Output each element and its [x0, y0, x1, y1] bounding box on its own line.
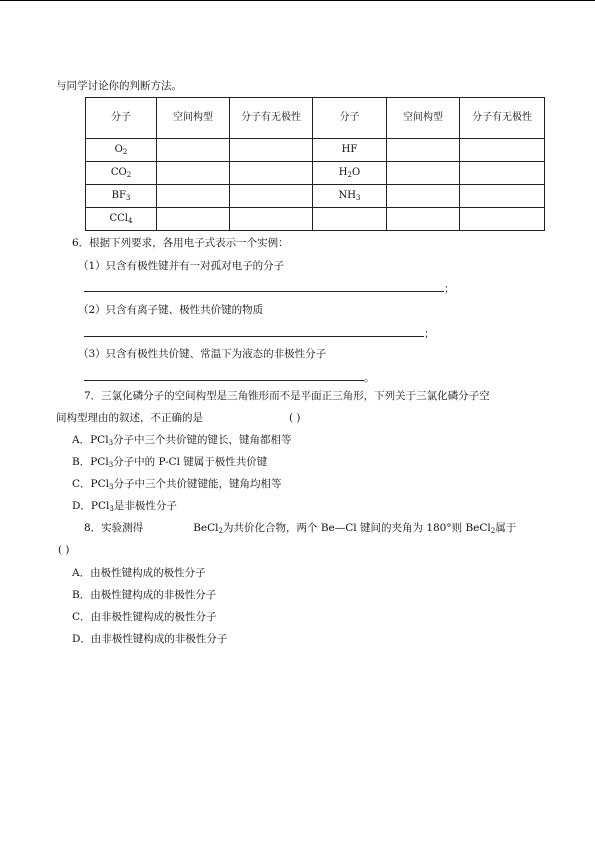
- molecule-cell: [313, 208, 387, 231]
- header-rule: [0, 0, 595, 1]
- molecule-cell: CCl$_4$: [86, 208, 157, 231]
- empty-cell: [230, 208, 313, 231]
- header-cell: 空间构型: [157, 98, 230, 139]
- answer-blank[interactable]: [84, 280, 444, 292]
- q7-option-d: D．PCl$_3$是非极性分子: [72, 500, 177, 513]
- empty-cell: [387, 185, 460, 208]
- q8-option-d: D．由非极性键构成的非极性分子: [72, 633, 228, 645]
- q8-stem-line-1: 8．实验测得 BeCl$_2$为共价化合物，两个 Be—Cl 键间的夹角为 180°则 BeCl$_2$属于: [84, 522, 517, 535]
- header-cell: 分子: [86, 98, 157, 139]
- empty-cell: [230, 162, 313, 185]
- molecule-cell: $H_2O$: [313, 162, 387, 185]
- molecule-cell: $BF_3$: [86, 185, 157, 208]
- table-row: [86, 208, 545, 231]
- empty-cell: [460, 139, 545, 162]
- table-row: [86, 185, 545, 208]
- q6-item-2: （2）只含有离子键、极性共价键的物质: [78, 304, 264, 316]
- molecule-cell: HF: [313, 139, 387, 162]
- empty-cell: [157, 162, 230, 185]
- empty-cell: [230, 185, 313, 208]
- q6-answer-3[interactable]: 。: [84, 369, 375, 385]
- empty-cell: [387, 162, 460, 185]
- empty-cell: [230, 139, 313, 162]
- q7-option-c: C．PCl$_3$分子中三个共价键键能，键角均相等: [72, 478, 282, 491]
- empty-cell: [460, 208, 545, 231]
- empty-cell: [157, 185, 230, 208]
- q6-item-1: （1）只含有极性键并有一对孤对电子的分子: [78, 260, 285, 272]
- empty-cell: [157, 208, 230, 231]
- table-row: [86, 139, 545, 162]
- q7-option-a: A．PCl$_3$分子中三个共价键的键长，键角都相等: [72, 434, 292, 447]
- molecule-cell: $O_2$: [86, 139, 157, 162]
- q8-answer-paren[interactable]: ( ): [58, 544, 70, 556]
- q6-answer-2[interactable]: ；: [84, 325, 435, 341]
- table-row: [86, 162, 545, 185]
- header-cell: 分子有无极性: [230, 98, 313, 139]
- q6-item-3: （3）只含有极性共价键、常温下为液态的非极性分子: [78, 348, 327, 360]
- q7-option-b: B．PCl$_3$分子中的 P-Cl 键属于极性共价键: [72, 456, 268, 469]
- empty-cell: [387, 208, 460, 231]
- q8-option-a: A．由极性键构成的极性分子: [72, 567, 206, 579]
- empty-cell: [460, 162, 545, 185]
- header-cell: 分子: [313, 98, 387, 139]
- molecule-table: [85, 97, 545, 231]
- q6-answer-1[interactable]: ；: [84, 280, 455, 296]
- header-cell: 分子有无极性: [460, 98, 545, 139]
- table-header-row: [86, 98, 545, 139]
- q8-option-c: C．由非极性键构成的极性分子: [72, 611, 217, 623]
- empty-cell: [460, 185, 545, 208]
- molecule-cell: $NH_3$: [313, 185, 387, 208]
- answer-blank[interactable]: [84, 325, 424, 337]
- empty-cell: [157, 139, 230, 162]
- q6-stem: 6．根据下列要求，各用电子式表示一个实例：: [72, 237, 289, 249]
- molecule-cell: $CO_2$: [86, 162, 157, 185]
- q7-answer-paren[interactable]: ( ): [289, 412, 301, 424]
- answer-blank[interactable]: [84, 369, 364, 381]
- empty-cell: [387, 139, 460, 162]
- q7-stem-line-1: 7．三氯化磷分子的空间构型是三角锥形而不是平面正三角形，下列关于三氯化磷分子空: [84, 390, 490, 402]
- q8-option-b: B．由极性键构成的非极性分子: [72, 589, 217, 601]
- intro-text: 与同学讨论你的判断方法。: [56, 80, 182, 92]
- header-cell: 空间构型: [387, 98, 460, 139]
- q7-stem-line-2: 间构型理由的叙述，不正确的是 ( ): [56, 412, 301, 424]
